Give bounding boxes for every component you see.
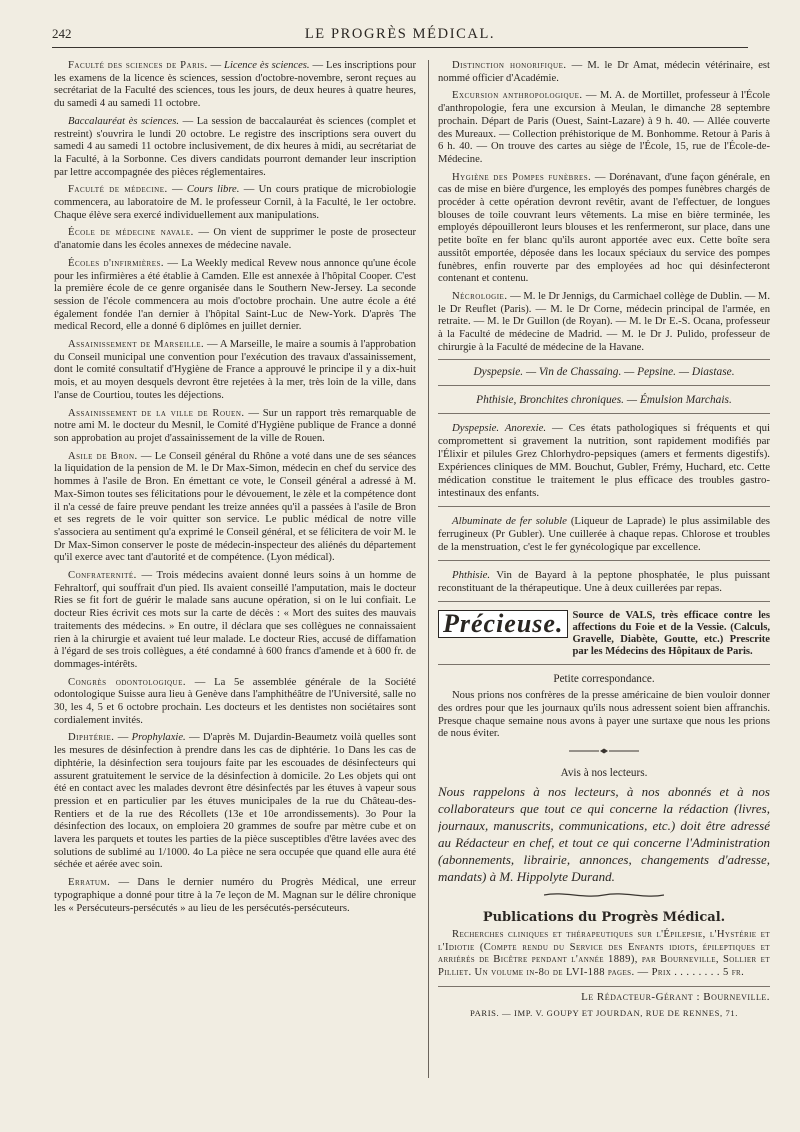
news-item: Asile de Bron. — Le Conseil général du Rhône a voté dans une de ses séances la liquidation de la pension de M. le Dr Max-Simon, médecin en chef du service des hommes à l'asile de Bron. En émettant ce vote, le Conseil général a adressé à M. Max-Simon toutes ses félicitations pour le dévouement, le zèle et la compétence dont il n'a cessé de faire preuve pendant les treize années qu'il a passées à l'asile de Bron et ses regrets de le voir quitter son service. Le public médical de notre ville s'associera au sentiment qu'a exprimé le Conseil général, et se félicitera de voir M. le Dr Max-Simon conserver le poste de médecin-inspecteur des aliénés du département qu'il exerce avec tant d'autorité et de compétence. (Lyon médical).: [54, 450, 416, 564]
page-number: 242: [52, 26, 72, 41]
ad-chassaing: Dyspepsie. — Vin de Chassaing. — Pepsine. — Diastase.: [438, 366, 770, 386]
ad-vals: [438, 610, 770, 665]
news-item: Baccalauréat ès sciences. — La session de baccalauréat ès sciences (complet et restreint) s'ouvrira le lundi 20 octobre. Le registre des inscriptions sera ouvert du samedi 4 au samedi 11 octobre inclusivement, de dix heures à midi, au secrétariat de la Faculté, à la Sorbonne. Ces divers candidats pourront demander leur inscription par lettre accompagnée des pièces réglementaires.: [54, 115, 416, 178]
news-item: Assainissement de Marseille. — A Marseille, le maire a soumis à l'approbation du Conseil municipal une convention pour l'exécution des travaux d'assainissement, dont le comité consultatif d'Hygiène de France a approuvé le principe il y a dix-huit mois, et au moyen desquels devront être rejetées à la mer, très loin de la ville, dans l'anse de Courtiou, toutes les déjections.: [54, 339, 416, 401]
column-divider: [428, 60, 429, 1078]
publications-title: Publications du Progrès Médical.: [482, 910, 726, 926]
right-column: [438, 60, 770, 1100]
news-item: Distinction honorifique. — M. le Dr Amat, médecin vétérinaire, est nommé officier d'Académie.: [438, 60, 770, 84]
ad-bayard: Phthisie. Vin de Bayard à la peptone phosphatée, le plus puissant reconstituant de la thérapeutique. Une à deux cuillerées par repas.: [438, 569, 770, 602]
news-item: Nécrologie. — M. le Dr Jennigs, du Carmichael collège de Dublin. — M. le Dr Reuflet (Paris). — M. le Dr Corne, médecin principal de l'armée, en retraite. — M. le Dr Guillon (de Royan). — M. le Dr E.-S. Ocana, professeur à la Faculté de médecine de Madrid. — M. le Dr J. Pulido, professeur de chirurgie à la Faculté de médecine de la Havane.: [438, 291, 770, 361]
news-item: Écoles d'infirmières. — La Weekly medical Revew nous annonce qu'une école pour les infirmières a été établie à Camden. Elle est annexée à l'hôpital Cooper. C'est la première école de ce genre organisée dans le Southern New-Jersey. La seconde session de l'école commencera au mois d'octobre prochain. Une autre école a été également fondée l'an dernier à l'hôpital Saint-Luc de New-York. D'après The medical Record, elle a donné 6 diplômes en juillet dernier.: [54, 257, 416, 333]
news-item: Congrès odontologique. — La 5e assemblée générale de la Société odontologique Suisse aura lieu à Genève dans l'amphithéâtre de l'Université, salle no 30, les 4, 5 et 6 octobre prochain. Les docteurs et les dentistes non sociétaires sont cordialement invités.: [54, 676, 416, 726]
news-item: Assainissement de la ville de Rouen. — Sur un rapport très remarquable de notre ami M. le docteur du Mesnil, le Comité d'Hygiène publique de France a donné son approbation au projet d'assainissement de la ville de Rouen.: [54, 407, 416, 444]
correspondance-title: Petite correspondance.: [553, 673, 655, 686]
running-title: LE PROGRÈS MÉDICAL.: [304, 26, 496, 42]
ornament-divider: [438, 746, 770, 759]
ad-grez: Dyspepsie. Anorexie. — Ces états pathologiques si fréquents et qui compromettent si gravement la nutrition, sont rapidement modifiés par l'Élixir et pilules Grez Chlorhydro-pepsiques (amers et ferments digestifs). Expériences cliniques de MM. Bouchut, Gubler, Frémy, Huchard, etc. Cette médication constitue le traitement le plus efficace des troubles gastro-intestinaux des enfants.: [438, 422, 770, 507]
ornament-divider: [438, 891, 770, 904]
vals-logo: Précieuse.: [438, 610, 568, 638]
header-rule: [52, 47, 748, 48]
news-item: Confraternité. — Trois médecins avaient donné leurs soins à un homme de Fehraltorf, qui souffrait d'un pied. Ils avaient conseillé l'amputation, mais le docteur Ries se fit fort de guérir le malade sans aucune opération, si on le lui confiait. Le docteur Ries écrivit ces mots sur la carte de décès : « Mort des suites des mauvais traitements des médecins. » En outre, il déclara que ses collègues ne connaissaient rien à la chirurgie et avaient tué leur malade. Le docteur Ries, accusé de diffamation à l'égard de ses trois collègues, a été condamné à 600 francs d'amende et à 600 fr. de dommages-intérêts.: [54, 570, 416, 670]
news-item: Hygiène des Pompes funèbres. — Dorénavant, d'une façon générale, en cas de mise en bière d'urgence, les employés des pompes funèbres chargés de procéder à cette opération devront revêtir, avant de l'effectuer, de longues blouses de toile couvrant leurs vêtements. La mise en bière terminée, les employés dépouilleront leurs blouses et les renfermeront, sur place, dans une petite boîte en fer blanc qu'ils auront apportée avec eux. Cette boîte sera aussitôt emportée, déposée dans les locaux spéciaux du service des pompes funèbres, enfin rouverte par des employées ad hoc qui désinfecteront contenant et contenu.: [438, 171, 770, 285]
news-item: Faculté de médecine. — Cours libre. — Un cours pratique de microbiologie commencera, au laboratoire de M. le professeur Cornil, à la Faculté, le 1er octobre. Chaque élève sera exercé individuellement aux manipulations.: [54, 184, 416, 221]
ad-marchais: Phthisie, Bronchites chroniques. — Émulsion Marchais.: [438, 394, 770, 414]
news-item: Excursion anthropologique. — M. A. de Mortillet, professeur à l'École d'anthropologie, fera une excursion à Meulan, le dimanche 28 septembre prochain. Départ de Paris (Ouest, Saint-Lazare) à 9 h. 40. — Allée couverte des Mureaux. — Collection préhistorique de M. Bonhomme. Retour à Paris à 6 h. 40. — On trouve des cartes au siège de l'École, 15, rue de l'École-de-Médecine.: [438, 90, 770, 165]
printer-imprint: PARIS. — IMP. V. GOUPY ET JOURDAN, RUE DE RENNES, 71.: [469, 1008, 738, 1019]
news-item: Erratum. — Dans le dernier numéro du Progrès Médical, une erreur typographique a donné pour titre à la 7e leçon de M. Magnan sur le délire chronique les « Persécuteurs-persécutés » au lieu de les persécutés-persécuteurs.: [54, 877, 416, 914]
avis-title: Avis à nos lecteurs.: [560, 766, 648, 779]
left-column: [54, 60, 416, 1110]
redacteur-gerant: Le Rédacteur-Gérant : Bourneville.: [438, 986, 770, 1004]
page-header: [52, 26, 748, 44]
news-item: École de médecine navale. — On vient de supprimer le poste de prosecteur d'anatomie dans les écoles annexes de médecine navale.: [54, 227, 416, 252]
publications-text: Recherches cliniques et thérapeutiques sur l'Épilepsie, l'Hystérie et l'Idiotie (Compte rendu du Service des Enfants idiots, épileptiques et arriérés de Bicêtre pendant l'année 1889), par Bourneville, Sollier et Pilliet. Un volume in-8o de LVI-188 pages. — Prix . . . . . . . . 5 fr.: [438, 928, 770, 978]
ad-laprade: Albuminate de fer soluble (Liqueur de Laprade) le plus assimilable des ferrugineux (Pr Gubler). Une cuillerée à chaque repas. Chlorose et troubles de la menstruation, c'est le fer gynécologique par excellence.: [438, 515, 770, 561]
news-item: Faculté des sciences de Paris. — Licence ès sciences. — Les inscriptions pour les examens de la licence ès sciences, session d'octobre-novembre, seront reçues au secrétariat de la Faculté des sciences, tous les jours, de deux heures à quatre heures, du samedi 4 au samedi 11 octobre.: [54, 60, 416, 110]
correspondance-text: Nous prions nos confrères de la presse américaine de bien vouloir donner des ordres pour que les journaux qu'ils nous adressent soient bien affranchis. Presque chaque semaine nous avons à payer une surtaxe que nous les prions de nous éviter.: [438, 690, 770, 740]
avis-text: Nous rappelons à nos lecteurs, à nos abonnés et à nos collaborateurs que tout ce qui concerne la rédaction (livres, journaux, manuscrits, communications, etc.) doit être adressé au Rédacteur en chef, et tout ce qui concerne l'Administration (abonnements, librairie, annonces, changements d'adresse, mandats) à M. Hippolyte Durand.: [438, 784, 770, 885]
news-item: Diphtérie. — Prophylaxie. — D'après M. Dujardin-Beaumetz voilà quelles sont les mesures de désinfection à prendre dans les cas de diphtérie. 1o Dans les cas de diphtérie, la désinfection sera toujours faite par les escouades de désinfecteurs qui assurent gratuitement le service de la désinfection à domicile. 2o Les objets qui ont été en contact avec les malades devront être désinfectés par les étuves à vapeur sous pression et en particulier par les étuves municipales de la rue du Château-des-Rentiers et de la rue des Récollets (13e et 10e arrondissements). 3o Pour la désinfection des locaux, on emploiera 20 grammes de soufre par mètre cube et on lavera les parquets et toutes les parties de la pièce susceptibles d'être lavées avec des solutions de sublimé au 1/1000. 4o La pièce ne sera occupée que quand elle aura été séchée et aérée avec soin.: [54, 732, 416, 871]
vals-text: Source de VALS, très efficace contre les affections du Foie et de la Vessie. (Calculs, Gravelle, Diabète, Goutte, etc.) Prescrite par les Médecins des Hôpitaux de Paris.: [572, 610, 770, 658]
